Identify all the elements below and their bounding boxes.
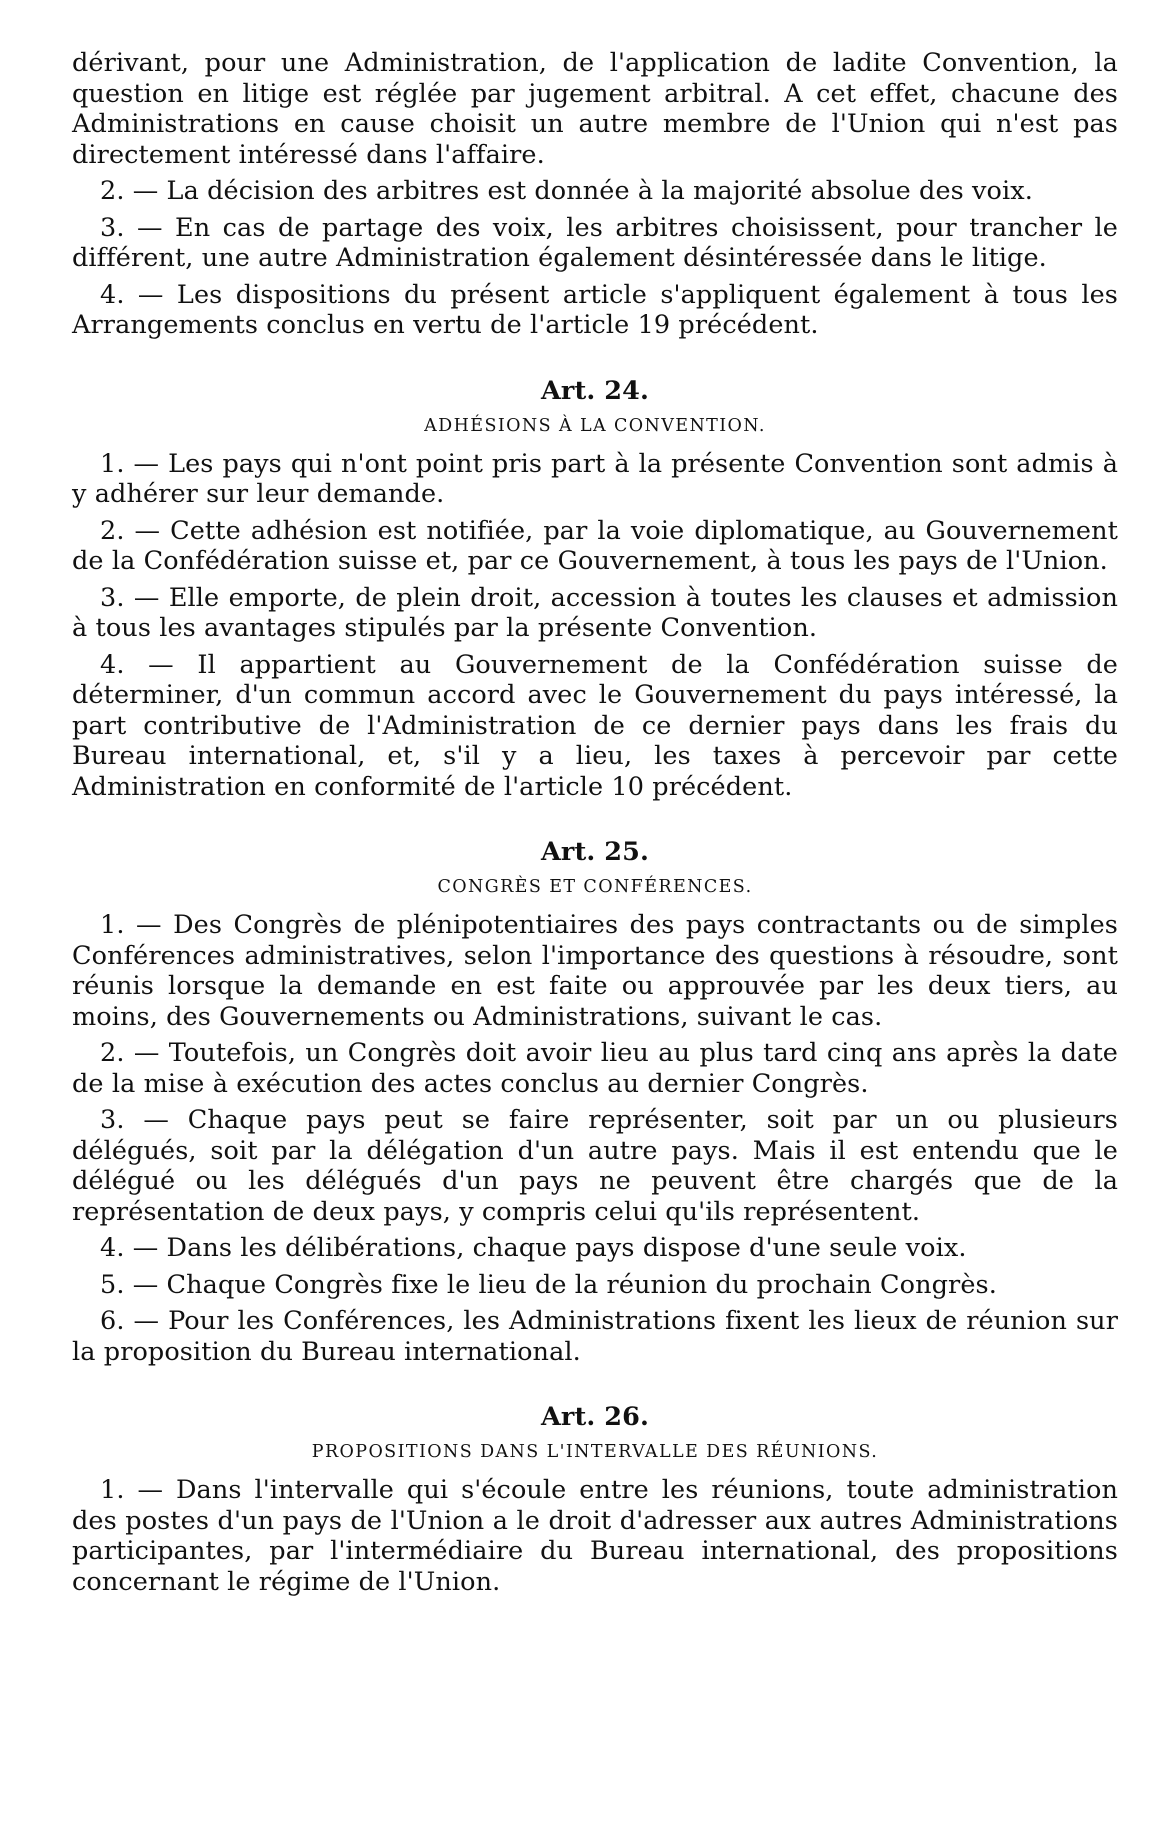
article-paragraph: 6. — Pour les Conférences, les Administrations fixent les lieux de réunion sur la proposition du Bureau international.: [72, 1306, 1118, 1367]
article-title: Art. 26.: [541, 1402, 649, 1432]
intro-paragraph-4: 4. — Les dispositions du présent article s'appliquent également à tous les Arrangements conclus en vertu de l'article 19 précédent.: [72, 279, 1118, 340]
article-paragraph: 1. — Dans l'intervalle qui s'écoule entre les réunions, toute administration des postes d'un pays de l'Union a le droit d'adresser aux autres Administrations participantes, par l'intermédiaire du Bureau international, des propositions concernant le régime de l'Union.: [72, 1475, 1118, 1597]
article-24: [72, 375, 1118, 803]
intro-paragraph-3: 3. — En cas de partage des voix, les arbitres choisissent, pour trancher le différent, une autre Administration également désintéressée dans le litige.: [72, 212, 1118, 273]
article-subtitle: ADHÉSIONS À LA CONVENTION.: [424, 415, 766, 436]
article-paragraph: 2. — Toutefois, un Congrès doit avoir lieu au plus tard cinq ans après la date de la mise à exécution des actes conclus au dernier Congrès.: [72, 1038, 1118, 1099]
article-title: Art. 25.: [541, 837, 649, 867]
article-26: [72, 1401, 1118, 1597]
intro-section: [72, 48, 1118, 341]
article-paragraph: 3. — Chaque pays peut se faire représenter, soit par un ou plusieurs délégués, soit par la délégation d'un autre pays. Mais il est entendu que le délégué ou les délégués d'un pays ne peuvent être chargés que de la représentation de deux pays, y compris celui qu'ils représentent.: [72, 1105, 1118, 1227]
article-title: Art. 24.: [541, 375, 649, 406]
article-paragraph: 4. — Dans les délibérations, chaque pays dispose d'une seule voix.: [100, 1233, 967, 1263]
intro-paragraph-continuation: dérivant, pour une Administration, de l'application de ladite Convention, la question en litige est réglée par jugement arbitral. A cet effet, chacune des Administrations en cause choisit un autre membre de l'Union qui n'est pas directement intéressé dans l'affaire.: [72, 48, 1118, 170]
article-paragraph: 1. — Les pays qui n'ont point pris part à la présente Convention sont admis à y adhérer sur leur demande.: [72, 448, 1118, 509]
article-subtitle: PROPOSITIONS DANS L'INTERVALLE DES RÉUNIONS.: [311, 1442, 879, 1462]
article-paragraph: 1. — Des Congrès de plénipotentiaires des pays contractants ou de simples Conférences administratives, selon l'importance des questions à résoudre, sont réunis lorsque la demande en est faite ou approuvée par les deux tiers, au moins, des Gouvernements ou Administrations, suivant le cas.: [72, 910, 1118, 1032]
article-25: [72, 836, 1118, 1367]
intro-paragraph-2: 2. — La décision des arbitres est donnée à la majorité absolue des voix.: [100, 176, 1033, 206]
article-paragraph: 3. — Elle emporte, de plein droit, accession à toutes les clauses et admission à tous les avantages stipulés par la présente Convention.: [72, 582, 1118, 643]
article-paragraph: 4. — Il appartient au Gouvernement de la Confédération suisse de déterminer, d'un commun accord avec le Gouvernement du pays intéressé, la part contributive de l'Administration de ce dernier pays dans les frais du Bureau international, et, s'il y a lieu, les taxes à percevoir par cette Administration en conformité de l'article 10 précédent.: [72, 649, 1118, 802]
article-subtitle: CONGRÈS ET CONFÉRENCES.: [437, 877, 753, 897]
article-paragraph: 2. — Cette adhésion est notifiée, par la voie diplomatique, au Gouvernement de la Confédération suisse et, par ce Gouvernement, à tous les pays de l'Union.: [72, 515, 1118, 576]
article-paragraph: 5. — Chaque Congrès fixe le lieu de la réunion du prochain Congrès.: [100, 1269, 997, 1300]
